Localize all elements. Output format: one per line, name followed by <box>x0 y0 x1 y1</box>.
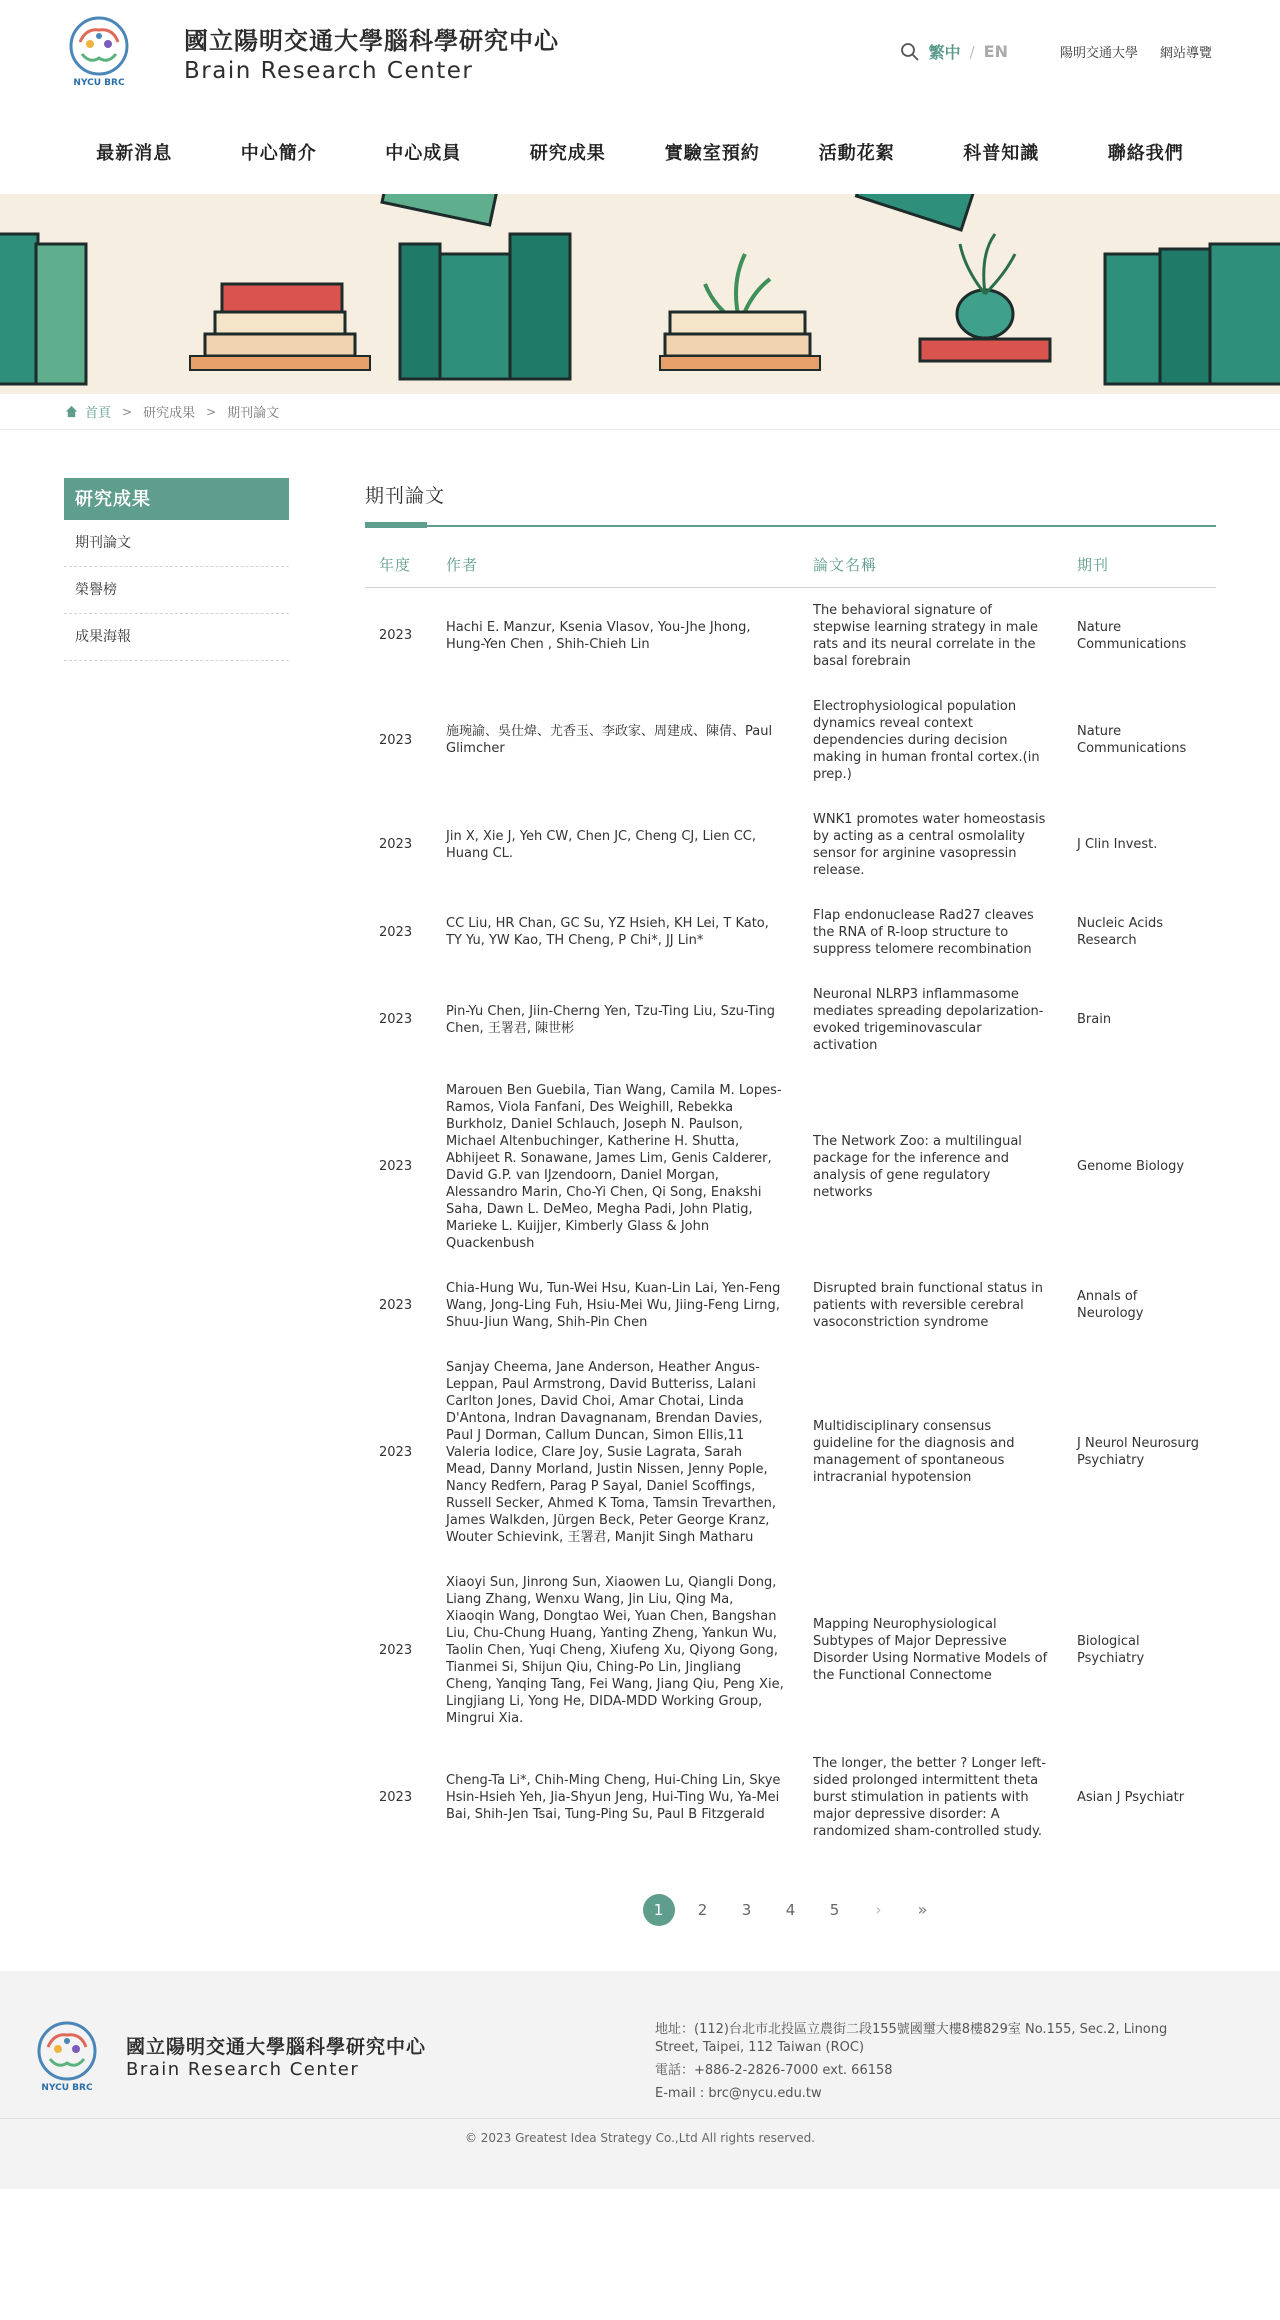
chevron-right-icon: > <box>122 404 133 419</box>
cell-title[interactable]: Neuronal NLRP3 inflammasome mediates spreading depolarization-evoked trigeminovascular activation <box>813 986 1044 1053</box>
cell-authors: 施琬諭、吳仕煒、尤香玉、李政家、周建成、陳倩、Paul Glimcher <box>446 724 773 756</box>
cell-authors: Cheng-Ta Li*, Chih-Ming Cheng, Hui-Ching Lin, Skye Hsin-Hsieh Yeh, Jia-Shyun Jeng, Hui-Ting Wu, Ya-Mei Bai, Shih-Jen Tsai, Tung-Ping Su, Paul B Fitzgerald <box>446 1772 781 1822</box>
nav-item-science[interactable]: 科普知識 <box>963 143 1040 164</box>
home-icon[interactable] <box>64 404 79 419</box>
cell-authors: CC Liu, HR Chan, GC Su, YZ Hsieh, KH Lei, T Kato, TY Yu, YW Kao, TH Cheng, P Chi*, JJ Lin* <box>446 916 769 948</box>
footer-divider <box>0 2118 1280 2119</box>
cell-year: 2023 <box>379 1444 413 1460</box>
cell-title[interactable]: Disrupted brain functional status in patients with reversible cerebral vasoconstriction syndrome <box>813 1280 1044 1330</box>
cell-year: 2023 <box>379 1012 413 1027</box>
search-icon[interactable] <box>899 41 921 63</box>
page-1-button[interactable]: 1 <box>643 1894 675 1926</box>
footer-logo[interactable] <box>30 2017 104 2101</box>
cell-authors: Marouen Ben Guebila, Tian Wang, Camila M. Lopes-Ramos, Viola Fanfani, Des Weighill, Rebekka Burkholz, Daniel Schlauch, Joseph N. Paulson, Michael Altenbuchinger, Katherine H. Shutta, Abhijeet R. Sonawane, James Lim, Genis Calderer, David G.P. van IJzendoorn, Daniel Morgan, Alessandro Marin, Cho-Yi Chen, Qi Song, Enakshi Saha, Dawn L. DeMeo, Megha Padi, John Platig, Marieke L. Kuijjer, Kimberly Glass & John Quackenbush <box>446 1082 782 1251</box>
chevron-right-icon: > <box>206 404 217 419</box>
cell-year: 2023 <box>379 1789 413 1805</box>
cell-title[interactable]: Multidisciplinary consensus guideline for the diagnosis and management of spontaneous intracranial hypotension <box>813 1419 1015 1485</box>
table-row[interactable] <box>365 684 1216 797</box>
nav-item-about[interactable]: 中心簡介 <box>240 143 317 164</box>
logo-text: NYCU BRC <box>73 78 125 88</box>
cell-authors: Sanjay Cheema, Jane Anderson, Heather Angus- Leppan, Paul Armstrong, David Butteriss, Lalani Carlton Jones, David Choi, Amar Chotai, Linda D'Antona, Indran Davagnanam, Brendan Davies, Paul J Dorman, Callum Duncan, Simon Ellis,11 Valeria Iodice, Clare Joy, Susie Lagrata, Sarah Mead, Danny Morland, Justin Nissen, Jenny Pople, Nancy Redfern, Parag P Sayal, Daniel Scoffings, Russell Secker, Ahmed K Toma, Tamsin Trevarthen, James Walkden, Jürgen Beck, Peter George Kranz, Wouter Schievink, 王署君, Manjit Singh Matharu <box>446 1359 777 1545</box>
footer-title-zh: 國立陽明交通大學腦科學研究中心 <box>126 2035 427 2058</box>
cell-year: 2023 <box>379 1642 413 1658</box>
table-row[interactable] <box>365 797 1216 893</box>
table-row[interactable] <box>365 1068 1216 1266</box>
cell-journal: Asian J Psychiatr <box>1077 1789 1185 1805</box>
cell-year: 2023 <box>379 837 413 852</box>
page-4-button[interactable]: 4 <box>785 1900 796 1919</box>
cell-title[interactable]: WNK1 promotes water homeostasis by acting as a central osmolality sensor for arginine vasopressin release. <box>813 811 1046 878</box>
cell-journal: Biological Psychiatry <box>1077 1634 1145 1666</box>
cell-authors: Pin-Yu Chen, Jiin-Cherng Yen, Tzu-Ting Liu, Szu-Ting Chen, 王署君, 陳世彬 <box>446 1003 776 1036</box>
hero-banner <box>0 194 1280 394</box>
sidebar-item-journal-papers[interactable]: 期刊論文 <box>64 520 289 567</box>
breadcrumb-research[interactable]: 研究成果 <box>143 406 196 421</box>
nav-item-contact[interactable]: 聯絡我們 <box>1107 143 1184 164</box>
cell-title[interactable]: The longer, the better ? Longer left-sided prolonged intermittent theta burst stimulation in patients with major depressive disorder: A randomized sham-controlled study. <box>813 1755 1047 1839</box>
university-link[interactable]: 陽明交通大學 <box>1059 46 1138 61</box>
column-header-title: 論文名稱 <box>799 543 1063 587</box>
lang-en-link[interactable]: EN <box>983 42 1008 61</box>
breadcrumb <box>0 394 1280 430</box>
lang-separator: / <box>969 42 975 61</box>
cell-authors: Hachi E. Manzur, Ksenia Vlasov, You-Jhe Jhong, Hung-Yen Chen , Shih-Chieh Lin <box>446 619 751 652</box>
lang-zh-link[interactable]: 繁中 <box>928 43 961 62</box>
table-header <box>365 543 1216 587</box>
sidebar-item-posters[interactable]: 成果海報 <box>64 614 289 661</box>
nav-item-lab-booking[interactable]: 實驗室預約 <box>664 143 760 164</box>
site-title-en: Brain Research Center <box>184 58 474 84</box>
cell-year: 2023 <box>379 628 413 643</box>
footer-title <box>126 2035 426 2081</box>
sidebar-title: 研究成果 <box>64 478 289 520</box>
cell-title[interactable]: Electrophysiological population dynamics reveal context dependencies during decision making in human frontal cortex.(in prep.) <box>813 698 1040 782</box>
page-5-button[interactable]: 5 <box>829 1900 840 1919</box>
table-row[interactable] <box>365 1345 1216 1560</box>
title-underline <box>365 522 1216 529</box>
nav-item-members[interactable]: 中心成員 <box>385 143 462 164</box>
cell-journal: Nature Communications <box>1077 619 1187 652</box>
cell-title[interactable]: Mapping Neurophysiological Subtypes of Major Depressive Disorder Using Normative Models of the Functional Connectome <box>813 1617 1048 1683</box>
site-title-zh: 國立陽明交通大學腦科學研究中心 <box>184 27 559 55</box>
cell-journal: J Clin Invest. <box>1077 837 1158 852</box>
top-utility-bar <box>899 40 1212 63</box>
cell-year: 2023 <box>379 1297 413 1313</box>
cell-journal: Annals of Neurology <box>1077 1289 1144 1321</box>
table-row[interactable] <box>365 1266 1216 1345</box>
cell-year: 2023 <box>379 924 413 940</box>
sidebar-item-honors[interactable]: 榮譽榜 <box>64 567 289 614</box>
table-row[interactable] <box>365 972 1216 1068</box>
page-3-button[interactable]: 3 <box>741 1900 752 1919</box>
footer-address: 地址：(112)台北市北投區立農街二段155號國璽大樓8樓829室 No.155, Sec.2, Linong Street, Taipei, 112 Taiwan (ROC) <box>655 2021 1168 2055</box>
cell-title[interactable]: The behavioral signature of stepwise learning strategy in male rats and its neural correlate in the basal forebrain <box>813 602 1039 669</box>
footer-contact <box>655 2021 1215 2108</box>
column-header-authors: 作者 <box>432 543 799 587</box>
sidebar <box>64 478 289 1926</box>
column-header-year: 年度 <box>365 543 432 587</box>
cell-year: 2023 <box>379 1159 413 1174</box>
cell-year: 2023 <box>379 732 413 748</box>
breadcrumb-current: 期刊論文 <box>227 406 280 421</box>
breadcrumb-home[interactable]: 首頁 <box>85 406 112 421</box>
table-row[interactable] <box>365 1741 1216 1854</box>
sitemap-link[interactable]: 網站導覽 <box>1159 46 1212 61</box>
footer-title-en: Brain Research Center <box>126 2058 360 2080</box>
footer-phone: 電話：+886-2-2826-7000 ext. 66158 <box>655 2062 893 2078</box>
table-row[interactable] <box>365 893 1216 972</box>
nav-item-news[interactable]: 最新消息 <box>96 143 173 164</box>
cell-authors: Xiaoyi Sun, Jinrong Sun, Xiaowen Lu, Qiangli Dong, Liang Zhang, Wenxu Wang, Jin Liu, Qing Ma, Xiaoqin Wang, Dongtao Wei, Yuan Chen, Bangshan Liu, Chu-Chung Huang, Yanting Zheng, Yankun Wu, Taolin Chen, Yuqi Cheng, Xiufeng Xu, Qiyong Gong, Tianmei Si, Shijun Qiu, Ching-Po Lin, Jingliang Cheng, Yanqing Tang, Fei Wang, Jiang Qiu, Peng Xie, Lingjiang Li, Yong He, DIDA-MDD Working Group, Mingrui Xia. <box>446 1574 784 1726</box>
page-title: 期刊論文 <box>365 485 446 507</box>
site-title[interactable] <box>184 26 559 86</box>
cell-title[interactable]: Flap endonuclease Rad27 cleaves the RNA of R-loop structure to suppress telomere recombination <box>813 907 1034 957</box>
table-row[interactable] <box>365 587 1216 684</box>
cell-title[interactable]: The Network Zoo: a multilingual package for the inference and analysis of gene regulatory networks <box>813 1133 1022 1200</box>
column-header-journal: 期刊 <box>1063 543 1216 587</box>
cell-journal: J Neurol Neurosurg Psychiatry <box>1077 1436 1200 1468</box>
footer-logo-text: NYCU BRC <box>41 2082 93 2093</box>
site-footer <box>0 1971 1280 2189</box>
pagination <box>365 1894 1216 1926</box>
footer-email[interactable]: E-mail : brc@nycu.edu.tw <box>655 2085 822 2101</box>
main-nav <box>0 110 1280 194</box>
last-page-icon[interactable]: » <box>917 1899 928 1919</box>
page-2-button[interactable]: 2 <box>697 1900 708 1919</box>
papers-table <box>365 543 1216 1854</box>
cell-journal: Brain <box>1077 1012 1112 1027</box>
cell-journal: Nature Communications <box>1077 724 1187 756</box>
cell-journal: Genome Biology <box>1077 1159 1185 1174</box>
site-header <box>0 0 1280 110</box>
nav-item-events[interactable]: 活動花絮 <box>818 143 895 164</box>
copyright: © 2023 Greatest Idea Strategy Co.,Ltd All rights reserved. <box>464 2130 816 2145</box>
nav-item-research[interactable]: 研究成果 <box>529 143 606 164</box>
cell-journal: Nucleic Acids Research <box>1077 916 1164 948</box>
next-page-icon[interactable]: › <box>875 1899 882 1919</box>
content-area <box>0 430 1280 1926</box>
cell-authors: Jin X, Xie J, Yeh CW, Chen JC, Cheng CJ, Lien CC, Huang CL. <box>446 828 757 861</box>
brc-logo[interactable] <box>62 12 136 96</box>
main-panel <box>365 478 1216 1926</box>
cell-authors: Chia-Hung Wu, Tun-Wei Hsu, Kuan-Lin Lai, Yen-Feng Wang, Jong-Ling Fuh, Hsiu-Mei Wu, Jiing-Feng Lirng, Shuu-Jiun Wang, Shih-Pin Chen <box>446 1280 781 1330</box>
books-illustration <box>0 194 1280 394</box>
table-row[interactable] <box>365 1560 1216 1741</box>
